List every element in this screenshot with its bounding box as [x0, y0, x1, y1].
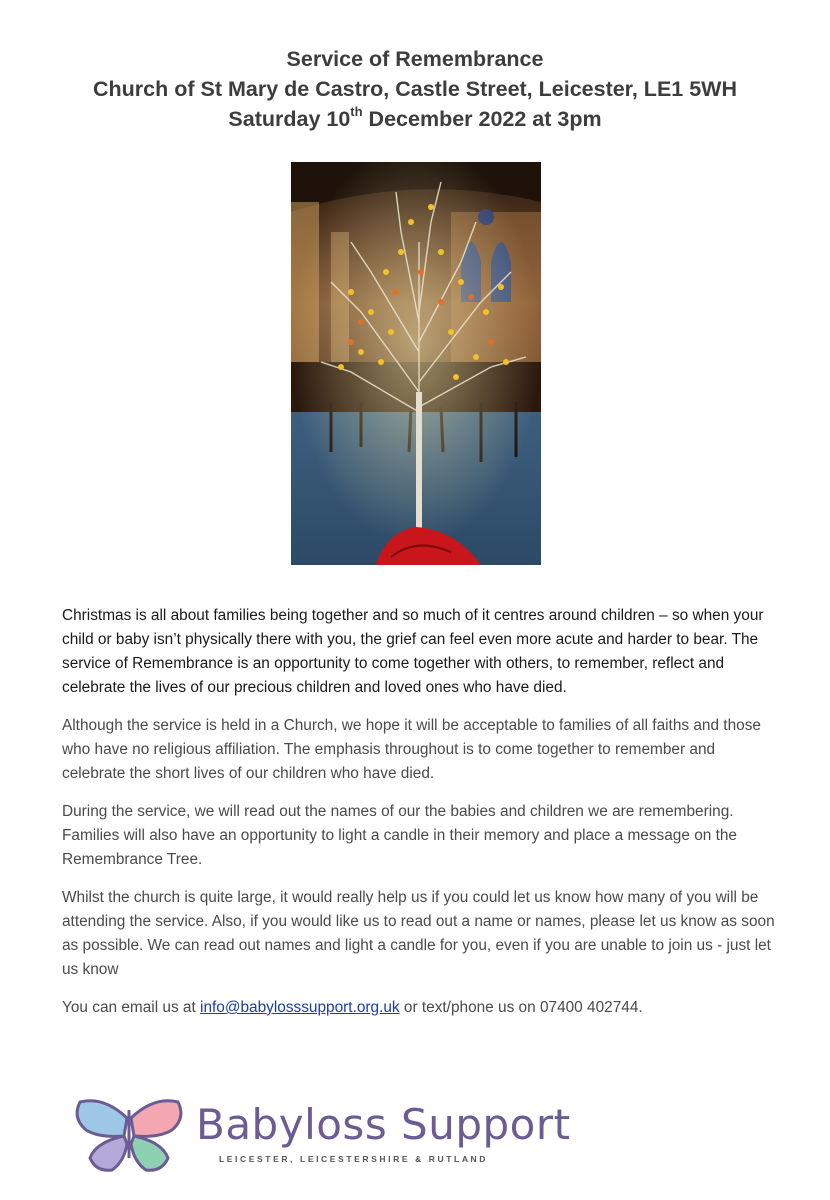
butterfly-icon — [74, 1096, 184, 1174]
attendance-paragraph: Whilst the church is quite large, it would really help us if you could let us know how many of you will be attending the service. Also, if you would like us to read out a name or names, please let us know as soon as possible. We can read out names and light a candle for you, even if you are unable to join us - just let us know — [62, 889, 775, 978]
remembrance-tree-photo — [291, 162, 541, 565]
date-ordinal: th — [350, 103, 363, 119]
date-line — [0, 104, 830, 134]
service-title: Service of Remembrance — [286, 47, 544, 71]
body-text — [62, 604, 778, 1034]
email-link[interactable]: info@babylosssupport.org.uk — [200, 999, 400, 1016]
babyloss-support-logo — [74, 1096, 571, 1176]
intro-paragraph: Christmas is all about families being together and so much of it centres around children – so when your child or baby isn’t physically there with you, the grief can feel even more acute and harder to bear. The service of Remembrance is an opportunity to come together with others, to remember, reflect and celebrate the lives of our precious children and loved ones who have died. — [62, 607, 764, 696]
date-day: Saturday 10 — [228, 107, 351, 131]
venue-line: Church of St Mary de Castro, Castle Street, Leicester, LE1 5WH — [93, 77, 737, 101]
contact-paragraph — [62, 996, 778, 1020]
contact-post: or text/phone us on 07400 402744. — [399, 999, 643, 1016]
logo-tagline: LEICESTER, LEICESTERSHIRE & RUTLAND — [219, 1154, 489, 1164]
faith-paragraph: Although the service is held in a Church, we hope it will be acceptable to families of all faiths and those who have no religious affiliation. The emphasis throughout is to come together to remember and celebrate the short lives of our children who have died. — [62, 717, 761, 782]
logo-name: Babyloss Support — [196, 1100, 571, 1149]
header — [0, 44, 830, 134]
contact-pre: You can email us at — [62, 999, 201, 1016]
date-rest: December 2022 at 3pm — [362, 107, 602, 131]
service-details-paragraph: During the service, we will read out the names of our the babies and children we are remembering. Families will also have an opportunity to light a candle in their memory and place a message on the Remembrance Tree. — [62, 803, 737, 868]
